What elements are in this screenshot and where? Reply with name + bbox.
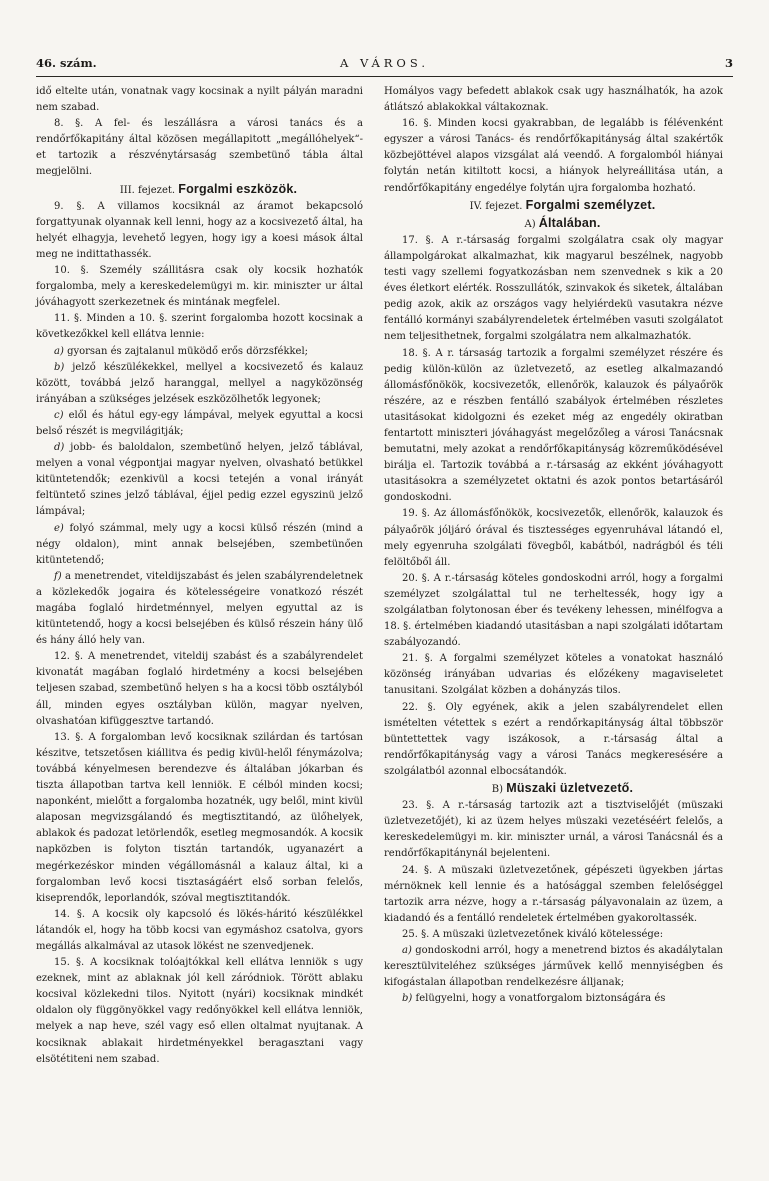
item-c (36, 408, 363, 440)
item-text: gyorsan és zajtalanul müködő erős dörzsfékkel; (67, 345, 309, 357)
journal-title: A VÁROS. (339, 56, 429, 70)
section-21: 21. §. A forgalmi személyzet köteles a vonatokat használó közönség irányában udvarias és előzékeny magaviseletet tanusitani. Szolgálat közben a dohányzás tilos. (384, 653, 723, 697)
section-13: 13. §. A forgalomban levő kocsiknak szilárdan és tartósan készitve, tetszetősen kiállitva és pedig kivül-helől fénymázolva; továbbá kényelmesen berendezve és általában jókarban és tiszta állapotban tartva kell lenniök. E célból minden kocsi; naponként, mielőtt a forgalomba hozatnék, ugy belől, mint kivül alaposan megvizsgálandó és megtisztitandó, az ülőhelyek, ablakok és padozat letörlendők, esetleg megmosandók. A kocsik napközben is folyton tisztán tartandók, ugyanazért a megérkezéskor minden végállomásnál a kalauz által, ki a forgalomban levő kocsi tisztaságáért első sorban felelős, kiseprendők, leporlandók, szóval megtisztitandók. (36, 731, 363, 904)
item-label: b) (402, 993, 413, 1005)
section-14: 14. §. A kocsik oly kapcsoló és lökés-háritó készülékkel látandók el, hogy ha több kocsi van egymáshoz csatolva, gyors megállás alkalmával az utasok lökést ne szenvedjenek. (36, 908, 363, 952)
item-text: folyó számmal, mely ugy a kocsi külső részén (mind a négy oldalon), mint annak belsejében, szembetünően kitüntetendő; (36, 522, 363, 566)
item-label: b) (54, 361, 65, 373)
item-label: a) (402, 944, 412, 956)
item-b (36, 360, 363, 408)
subheading-label: A) (524, 218, 536, 230)
paragraph-continuation: Homályos vagy befedett ablakok csak ugy használhatók, ha azok átlátszó ablakokkal váltakoznak. (384, 86, 723, 114)
chapter-title: Forgalmi személyzet. (525, 197, 656, 212)
issue-number: 46. szám. (36, 56, 97, 70)
section-10: 10. §. Személy szállitásra csak oly kocsik hozhatók forgalomba, mely a kereskedelemügyi m. kir. miniszter ur által jóváhagyott szerkezetnek és mintának megfelel. (36, 265, 363, 309)
section-9: 9. §. A villamos kocsiknál az áramot bekapcsoló forgattyunak olyannak kell lenni, hogy az a kocsivezető által, ha helyét elhagyja, levehető legyen, hogy igy a koesi mások által meg ne indittathassék. (36, 200, 363, 260)
item-b (384, 991, 723, 1007)
chapter-title: Forgalmi eszközök. (178, 181, 298, 196)
chapter-heading-3 (36, 181, 363, 199)
section-15: 15. §. A kocsiknak tolóajtókkal kell ellátva lenniök s ugy ezeknek, mint az ablaknak jól kell záródniok. Törött ablaku kocsival közlekedni tilos. Nyitott (nyári) kocsiknak mindkét oldalon oly függönyökkel vagy redőnyökkel kell ellátva lenniök, melyek a nap heve, szél vagy eső ellen oltalmat nyujtanak. A kocsiknak ablakait hirdetményekkel beragasztani vagy elsötétiteni nem szabad. (36, 957, 363, 1065)
page-header (36, 56, 733, 77)
section-20: 20. §. A r.-társaság köteles gondoskodni arról, hogy a forgalmi személyzet szolgálattal tul ne terheltessék, hogy igy a szolgálatban folytonosan éber és tevékeny lehessen, minélfogva a 18. §. értelmében kiadandó utasitásban a napi szolgálati időtartam szabályozandó. (384, 572, 723, 649)
paragraph-continuation: idő eltelte után, vonatnak vagy kocsinak a nyilt pályán maradni nem szabad. (36, 86, 363, 114)
subheading-b (384, 780, 723, 798)
subheading-title: Müszaki üzletvezető. (506, 781, 634, 796)
subheading-label: B) (491, 784, 504, 796)
item-label: e) (54, 522, 64, 534)
section-8: 8. §. A fel- és leszállásra a városi tanács és a rendőrfőkapitány által közösen megállapitott „megállóhelyek“-et tartozik a részvénytársaság szembetünő tábla által megjelölni. (36, 118, 363, 178)
item-label: c) (54, 409, 64, 421)
item-text: felügyelni, hogy a vonatforgalom biztonságára és (415, 993, 666, 1005)
section-23: 23. §. A r.-társaság tartozik azt a tisztviselőjét (müszaki üzletvezetőjét), ki az üzem helyes müszaki vezetéséért felelős, a kereskedelemügyi m. kir. miniszter urnál, a városi Tanácsnál és a rendőrfőkapitánynál bejelenteni. (384, 800, 723, 860)
item-text: elől és hátul egy-egy lámpával, melyek egyuttal a kocsi belső részét is megvilágitják; (36, 409, 363, 437)
item-a (384, 943, 723, 991)
section-11: 11. §. Minden a 10. §. szerint forgalomba hozott kocsinak a következőkkel kell ellátva lennie: (36, 313, 363, 341)
chapter-label: III. fejezet. (119, 184, 176, 196)
item-d (36, 440, 363, 520)
subheading-a (384, 215, 723, 233)
right-column (384, 84, 723, 1007)
item-text: jobb- és baloldalon, szembetünő helyen, jelző táblával, melyen a vonal végpontjai magyar nyelven, olvasható betükkel kitüntetendők; ezenkivül a kocsi tetején a vonal irányát feltüntető szines jelző táblával, éjjel pedig ezzel egyszinü jelző lámpával; (36, 442, 363, 518)
item-text: jelző készülékekkel, mellyel a kocsivezető és kalauz között, továbbá jelző haranggal, mellyel a nagyközönség irányában a szükséges jelzések eszközölhetők legyonek; (36, 361, 363, 405)
item-label: a) (54, 345, 64, 357)
subheading-title: Általában. (538, 215, 601, 230)
section-22: 22. §. Oly egyének, akik a jelen szabályrendelet ellen ismételten vétettek s ezért a rendőrkapitányság által többször büntettettek vagy iszákosok, a r.-társaság által a rendőrfőkapitányság vagy a városi Tanács megkeresésére a szolgálatból azonnal elbocsátandók. (384, 701, 723, 777)
chapter-heading-4 (384, 197, 723, 215)
item-f (36, 569, 363, 649)
section-12: 12. §. A menetrendet, viteldij szabást és a szabályrendelet kivonatát magában foglaló hirdetmény a kocsi belsejében teljesen szabad, szembetünő helyen s ha a kocsi több osztályból áll, minden egyes osztályban külön, magyar nyelven, olvashatóan kifüggesztve tartandó. (36, 651, 363, 727)
item-label: f) (54, 570, 62, 582)
item-e (36, 521, 363, 569)
item-label: d) (54, 442, 65, 454)
item-text: gondoskodni arról, hogy a menetrend biztos és akadálytalan keresztülviteléhez szükséges járművek kellő mennyiségben és kifogástalan állapotban rendelkezésre álljanak; (384, 944, 723, 989)
section-19: 19. §. Az állomásfőnökök, kocsivezetők, ellenőrök, kalauzok és pályaőrök jóljáró órával és tisztességes egyenruhával látandó el, mely egyenruha szolgálati fövegből, kabátból, nadrágból és téli felöltőből áll. (384, 508, 723, 568)
chapter-label: IV. fejezet. (469, 200, 523, 212)
page-number: 3 (724, 56, 733, 70)
section-24: 24. §. A müszaki üzletvezetőnek, gépészeti ügyekben jártas mérnöknek kell lennie és a hatósággal szemben felelőséggel tartozik arra nézve, hogy a r.-társaság pályavonalain az üzem, a kiadandó és a fentálló rendeletek értelmében gyakoroltassék. (384, 864, 723, 924)
item-text: a menetrendet, viteldijszabást és jelen szabályrendeletnek a közlekedők jogaira és kötelességeire vonatkozó részét magába foglaló hirdetménnyel, melyen egyuttal az is kitüntetendő, hogy a kocsi belsejében és külső részein hány ülő és hány álló hely van. (36, 570, 363, 647)
item-a (36, 344, 363, 360)
section-18: 18. §. A r. társaság tartozik a forgalmi személyzet részére és pedig külön-külön az üzletvezető, az esetleg alkalmazandó állomásfőnökök, kocsivezetők, ellenőrök, kalauzok és pályaőrök részére, az e részben fentálló szabályok értelmében részletes utasitásokat kidolgozni és ezeket még az engedély okiratban fentartott miniszteri jóváhagyást megelőzőleg a városi Tanácsnak bemutatni, mely azokat a rendőrfőkapitányság közreműködésével birálja el. Tartozik továbbá a r.-társaság az ekként jóváhagyott utasitásokra a személyzetet oktatni és azok pontos betartásáról gondoskodni. (384, 347, 723, 504)
section-25: 25. §. A müszaki üzletvezetőnek kiváló kötelessége: (402, 928, 664, 940)
section-17: 17. §. A r.-társaság forgalmi szolgálatra csak oly magyar állampolgárokat alkalmazhat, kik magyarul beszélnek, nagyobb testi vagy szellemi fogyatkozásban nem szenvednek s kik a 20 éves életkort elérték. Rosszullátók, szinvakok és siketek, általában pedig azok, akik az országos vagy helyiérdekü vasutakra nézve fentálló kormányi szabályrendeletek értelmében vasuti szolgálatot nem teljesithetnek, forgalmi szolgálatra nem alkalmazhatók. (384, 234, 723, 343)
left-column (36, 84, 363, 1068)
section-16: 16. §. Minden kocsi gyakrabban, de legalább is félévenként egyszer a városi Tanács- és rendőrfőkapitányság által szakértők közbejöttével alapos vizsgálat alá veendő. A forgalomból hiányai folytán netán kitiltott kocsi, a hiányok helyreállitása után, a rendőrfőkapitány engedélye folytán ujra forgalomba hozható. (384, 118, 723, 194)
